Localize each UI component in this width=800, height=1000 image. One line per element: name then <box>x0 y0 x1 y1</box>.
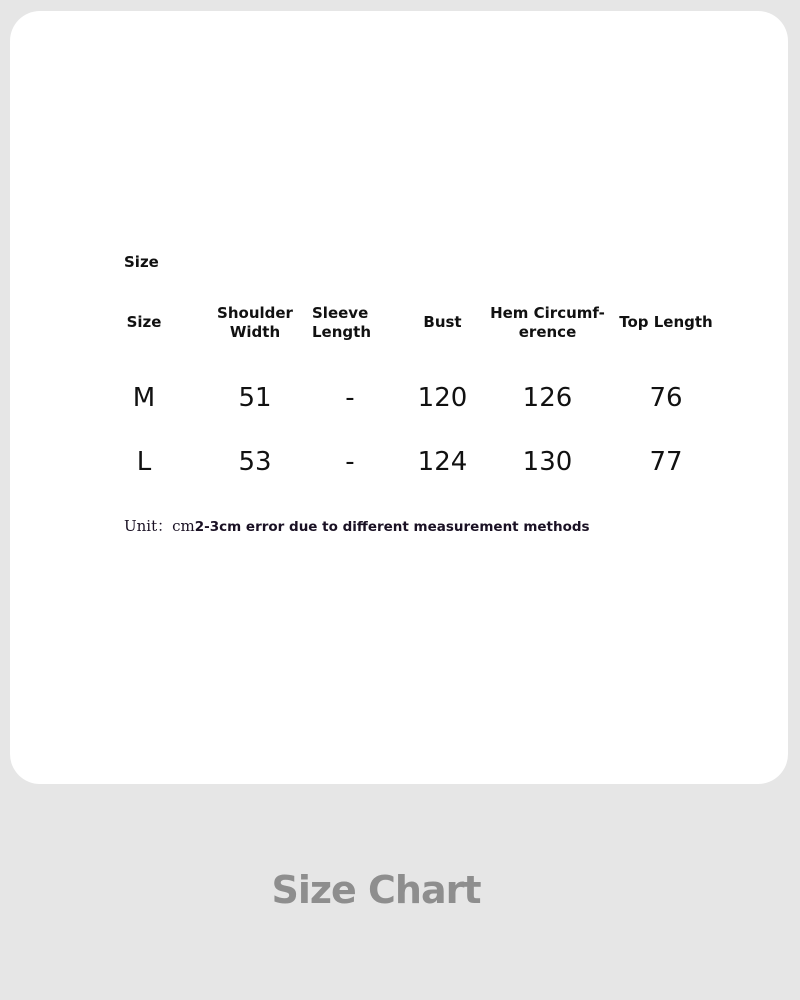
error-note-text: 2-3cm error due to different measurement methods <box>194 519 590 535</box>
cell-sleeve-l: - <box>345 447 355 477</box>
header-top-length: Top Length <box>619 313 713 331</box>
cell-hem-m: 126 <box>522 383 573 413</box>
header-hem-circumference-text: Hem Circumf- erence <box>490 304 605 341</box>
header-sleeve-length <box>312 304 384 342</box>
cell-size-l: L <box>136 447 152 477</box>
cell-bust-m: 120 <box>417 383 468 413</box>
cell-bust-l: 124 <box>417 447 468 477</box>
cell-length-l: 77 <box>649 447 683 477</box>
header-sleeve-length-text: Sleeve Length <box>312 304 371 341</box>
cell-sleeve-m: - <box>345 383 355 413</box>
header-hem-circumference <box>490 304 605 342</box>
cell-shoulder-m: 51 <box>238 383 272 413</box>
cell-hem-l: 130 <box>522 447 573 477</box>
cell-shoulder-l: 53 <box>238 447 272 477</box>
measurement-note <box>124 515 590 536</box>
header-size: Size <box>126 313 162 331</box>
header-shoulder-width-text: Shoulder Width <box>217 304 293 341</box>
size-section-label: Size <box>124 253 159 271</box>
header-shoulder-width <box>205 304 305 342</box>
size-chart-title: Size Chart <box>271 868 481 912</box>
cell-size-m: M <box>132 383 156 413</box>
header-bust: Bust <box>423 313 462 331</box>
cell-length-m: 76 <box>649 383 683 413</box>
unit-label: Unit：cm <box>124 517 195 535</box>
